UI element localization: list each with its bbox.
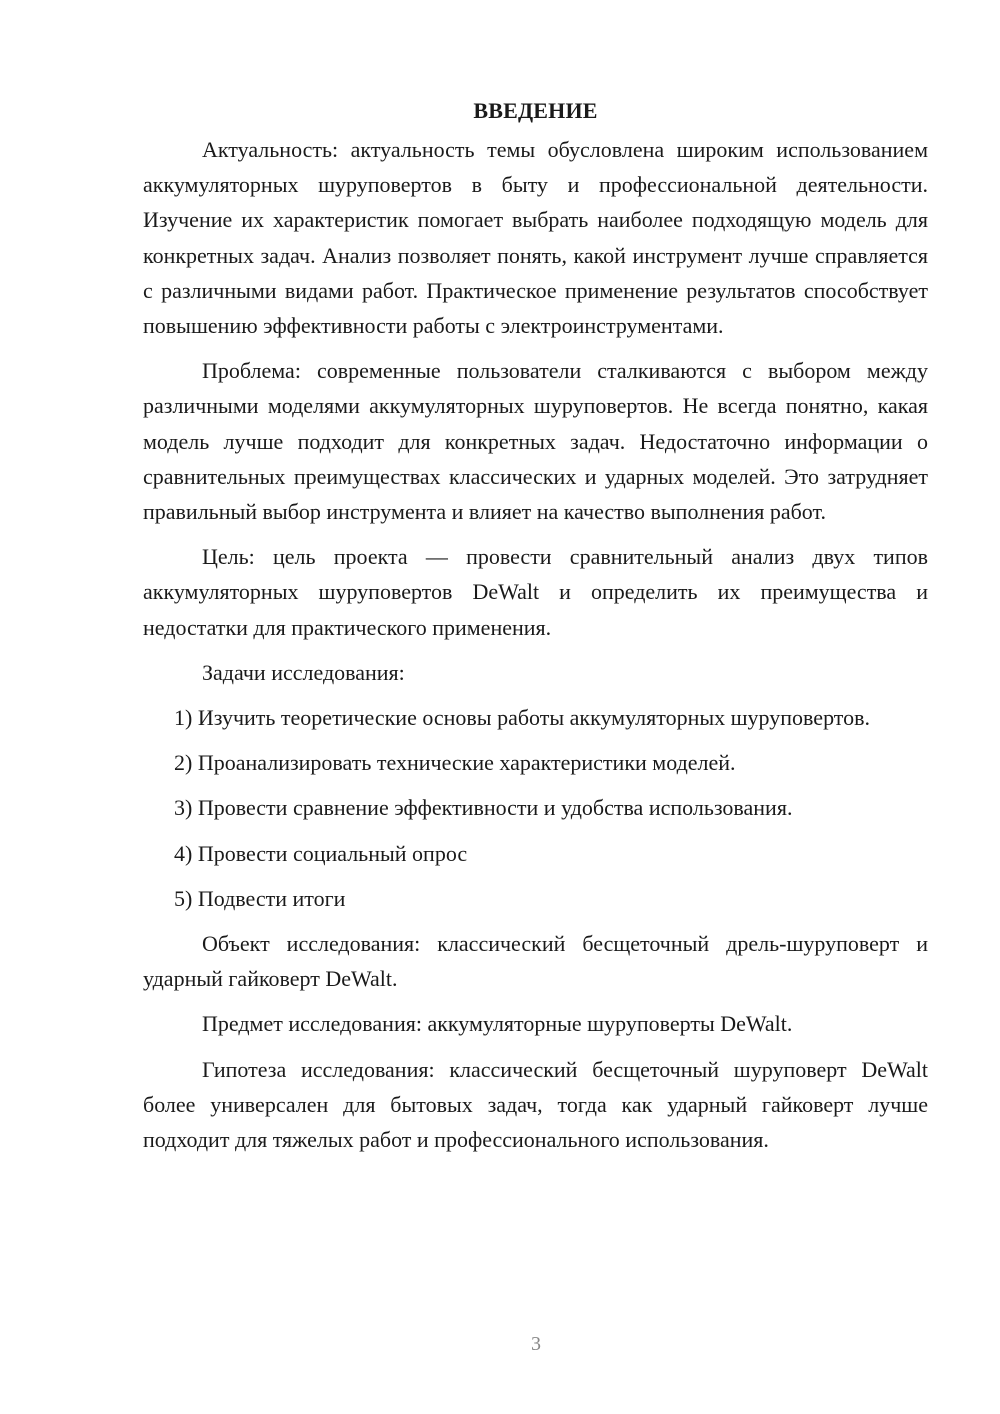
task-item-5: 5) Подвести итоги xyxy=(174,885,346,911)
section-title: ВВЕДЕНИЕ xyxy=(473,98,598,123)
document-page xyxy=(143,96,928,1167)
tasks-heading: Задачи исследования: xyxy=(202,659,405,685)
relevance-paragraph: Актуальность: актуальность темы обусловлена широким использованием аккумуляторных шуруповертов в быту и профессиональной деятельности. Изучение их характеристик помогает выбрать наиболее подходящую модель для конкретных задач. Анализ позволяет понять, какой инструмент лучше справляется с различными видами работ. Практическое применение результатов способствует повышению эффективности работы с электроинструментами. xyxy=(143,137,928,339)
object-paragraph: Объект исследования: классический бесщеточный дрель-шуруповерт и ударный гайковерт DeWalt. xyxy=(143,931,928,992)
problem-paragraph: Проблема: современные пользователи сталкиваются с выбором между различными моделями аккумуляторных шуруповертов. Не всегда понятно, какая модель лучше подходит для конкретных задач. Недостаточно информации о сравнительных преимуществах классических и ударных моделей. Это затрудняет правильный выбор инструмента и влияет на качество выполнения работ. xyxy=(143,358,928,525)
task-item-1: 1) Изучить теоретические основы работы аккумуляторных шуруповертов. xyxy=(174,705,870,731)
task-item-2: 2) Проанализировать технические характеристики моделей. xyxy=(174,750,736,776)
hypothesis-paragraph: Гипотеза исследования: классический бесщеточный шуруповерт DeWalt более универсален для бытовых задач, тогда как ударный гайковерт лучше подходит для тяжелых работ и профессионального использования. xyxy=(143,1056,928,1153)
task-item-4: 4) Провести социальный опрос xyxy=(174,840,468,866)
goal-paragraph: Цель: цель проекта — провести сравнительный анализ двух типов аккумуляторных шуруповертов DeWalt и определить их преимущества и недостатки для практического применения. xyxy=(143,544,928,640)
subject-paragraph: Предмет исследования: аккумуляторные шуруповерты DeWalt. xyxy=(202,1011,793,1037)
page-number: 3 xyxy=(531,1333,541,1355)
task-item-3: 3) Провести сравнение эффективности и удобства использования. xyxy=(174,795,793,821)
